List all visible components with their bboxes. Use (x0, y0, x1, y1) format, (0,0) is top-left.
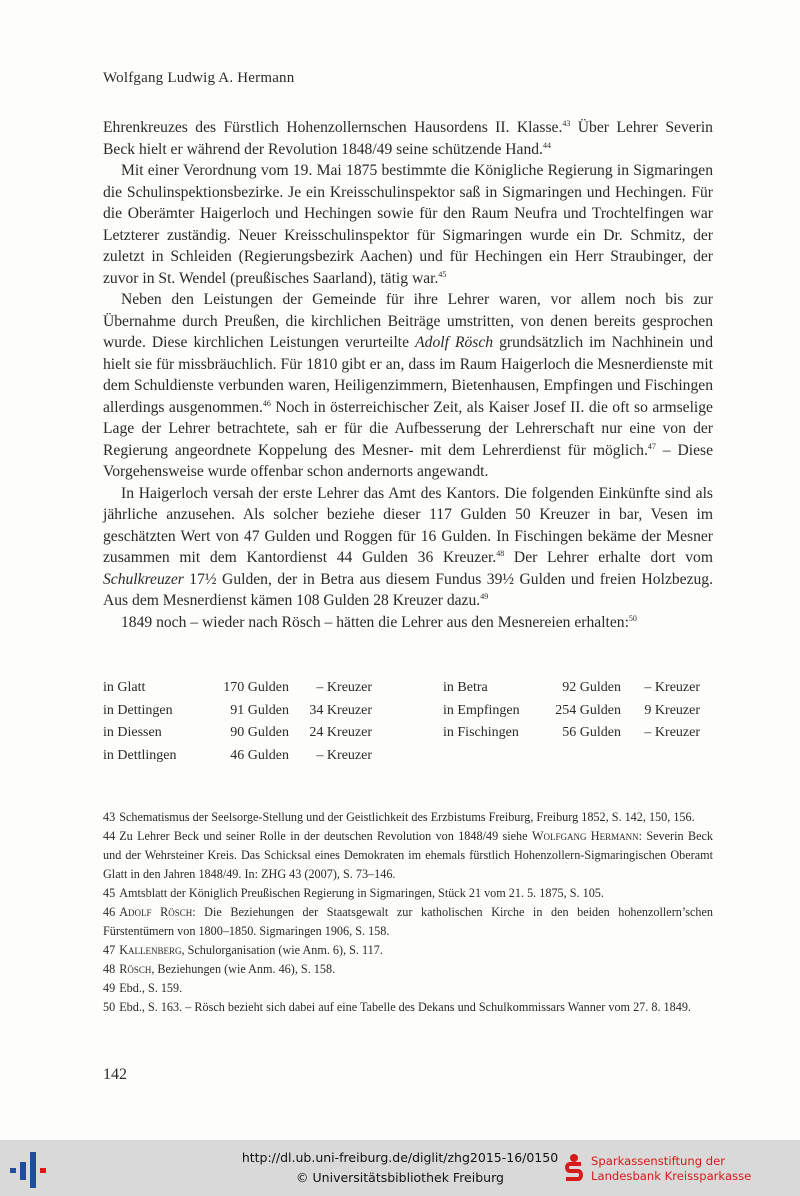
footnote-number: 45 (103, 886, 116, 900)
text-run: : Die Beziehungen der Staatsgewalt zur katholischen Kirche in den beiden hohenzollern’schen Fürstentümern von 1800–1850. Sigmaringen 1906, S. 158. (103, 905, 713, 938)
kreuzer-cell: 34 Kreuzer (309, 702, 372, 718)
author-name: Kallenberg (119, 943, 182, 957)
list-row (103, 700, 713, 723)
sparkasse-logo-icon (563, 1153, 585, 1185)
page-number: 142 (103, 1066, 127, 1083)
kreuzer-cell: 24 Kreuzer (309, 725, 372, 740)
text-run: Neben den Leistungen der Gemeinde für ihre Lehrer waren, vor allem noch bis zur Übernahme durch Preußen, die kirchlichen Beiträge umstritten, von denen bereits gesprochen wurde. Diese kirchlichen Leistungen verurteilte (103, 291, 713, 351)
gulden-cell: 170 Gulden (223, 680, 289, 695)
text-run: : Severin Beck und der Wehrsteiner Kreis. Das Schicksal eines Demokraten im ehemals fürstlich Hohenzollern-Sigmaringischen Oberamt Glatt in den Jahren 1848/49. In: ZHG 43 (2007), S. 73–146. (103, 829, 713, 881)
footnote (103, 998, 713, 1017)
body-text (103, 117, 713, 633)
footnote (103, 827, 713, 884)
paragraph (103, 483, 713, 612)
footnote-number: 43 (103, 810, 116, 824)
italic-text: Schulkreuzer (103, 570, 184, 588)
income-entry (103, 700, 443, 723)
footnote-number: 50 (103, 1000, 116, 1014)
income-entry (103, 722, 443, 745)
sponsor-line-2: Landesbank Kreissparkasse (591, 1169, 752, 1183)
author-name: Wolfgang Hermann (531, 829, 639, 843)
text-run: Ebd., S. 159. (119, 981, 183, 995)
kreuzer-cell: – Kreuzer (644, 725, 700, 740)
sponsor-line-1: Sparkassenstiftung der (591, 1154, 725, 1168)
income-entry (443, 722, 713, 745)
footnote-number: 47 (103, 943, 116, 957)
kreuzer-cell: – Kreuzer (316, 747, 372, 763)
text-run: grundsätzlich im Nachhinein und hielt sie für missbräuchlich. Für 1810 gibt er an, dass im Raum Haigerloch die Mesnerdienste mit dem Schuldienste verbunden waren, Heiligenzimmern, Bietenhausen, Empfingen und Fischingen allerdings ausgenommen. (103, 334, 714, 416)
income-entry (443, 745, 713, 768)
kreuzer-cell: – Kreuzer (644, 680, 700, 695)
paragraph (103, 289, 713, 483)
copyright-text: © Universitätsbibliothek Freiburg (296, 1170, 504, 1185)
footnote-number: 46 (103, 905, 116, 919)
footnote-ref: 44 (542, 140, 551, 150)
gulden-cell: 56 Gulden (562, 725, 621, 740)
text-run: Über Lehrer Severin Beck hielt er während der Revolution 1848/49 seine schützende Hand. (103, 119, 713, 158)
text-run: , Beziehungen (wie Anm. 46), S. 158. (151, 962, 336, 976)
place-cell: in Betra (443, 680, 488, 695)
gulden-cell: 46 Gulden (230, 747, 289, 763)
place-cell: in Diessen (103, 725, 162, 740)
footnote-ref: 48 (496, 549, 505, 558)
footnote-ref: 46 (262, 398, 271, 408)
footnote (103, 941, 713, 960)
gulden-cell: 91 Gulden (230, 702, 289, 718)
gulden-cell: 254 Gulden (555, 702, 621, 718)
text-run: Mit einer Verordnung vom 19. Mai 1875 bestimmte die Königliche Regierung in Sigmaringen die Schulinspektionsbezirke. Je ein Kreisschulinspektor saß in Sigmaringen und Hechingen. Für die Oberämter Haigerloch und Hechingen sowie für den Raum Neufra und Trochtelfingen war Letzterer zuständig. Neuer Kreisschulinspektor für Sigmaringen wurde ein Dr. Schmitz, der zuletzt in Schleiden (Regierungsbezirk Aachen) und für Hechingen ein Herr Straubinger, der zuvor in St. Wendel (preußisches Saarland), tätig war. (103, 162, 713, 287)
text-run: 17½ Gulden, der in Betra aus diesem Fundus 39½ Gulden und freien Holzbezug. Aus dem Mesnerdienst kämen 108 Gulden 28 Kreuzer dazu. (103, 570, 713, 609)
sponsor-logo (563, 1148, 799, 1190)
italic-text: Adolf Rösch (415, 334, 494, 351)
income-list (103, 677, 713, 767)
paragraph (103, 160, 713, 289)
gulden-cell: 92 Gulden (562, 680, 621, 695)
income-entry (443, 700, 713, 723)
income-entry (103, 745, 443, 768)
footnote-number: 44 (103, 829, 116, 843)
author-name: Rösch (119, 962, 152, 976)
footnote-ref: 49 (480, 592, 489, 601)
paragraph (103, 612, 713, 634)
text-run: , Schulorganisation (wie Anm. 6), S. 117. (181, 943, 383, 957)
list-row (103, 677, 713, 700)
text-run: Zu Lehrer Beck und seiner Rolle in der deutschen Revolution von 1848/49 siehe (119, 829, 532, 843)
sponsor-text (591, 1154, 751, 1184)
text-run: Der Lehrer erhalte dort vom (504, 549, 713, 566)
text-run: In Haigerloch versah der erste Lehrer das Amt des Kantors. Die folgenden Einkünfte sind als jährliche anzusehen. Als solcher beziehe dieser 117 Gulden 50 Kreuzer in bar, Vesen im geschätzten Wert von 47 Gulden und Roggen für 16 Gulden. In Fischingen bekäme der Mesner zusammen mit dem Kantordienst 44 Gulden 36 Kreuzer. (103, 484, 713, 566)
footnote-ref: 50 (628, 613, 637, 623)
running-head: Wolfgang Ludwig A. Hermann (103, 70, 295, 86)
text-run: 1849 noch – wieder nach Rösch – hätten die Lehrer aus den Mesnereien erhalten: (121, 613, 629, 631)
text-run: Noch in österreichischer Zeit, als Kaiser Josef II. die oft so armselige Lage der Lehrer betrachtete, sah er für die Aufbesserung der Lehrerschaft nur eine von der Regierung angeordnete Koppelung des Mesner- mit dem Lehrerdienst für möglich. (103, 398, 713, 459)
income-entry (103, 677, 443, 700)
footnotes (103, 808, 713, 1017)
text-run: Amtsblatt der Königlich Preußischen Regierung in Sigmaringen, Stück 21 vom 21. 5. 1875, S. 105. (119, 886, 604, 900)
footnote-ref: 47 (647, 441, 656, 451)
footnote-ref: 45 (438, 269, 447, 279)
place-cell: in Dettingen (103, 702, 173, 718)
footnote (103, 884, 713, 903)
text-run: Ehrenkreuzes des Fürstlich Hohenzollernschen Hausordens II. Klasse. (103, 119, 563, 136)
income-entry (443, 677, 713, 700)
place-cell: in Fischingen (443, 725, 519, 740)
footnote (103, 903, 713, 941)
list-row (103, 722, 713, 745)
place-cell: in Empfingen (443, 702, 520, 718)
list-row (103, 745, 713, 768)
viewer-footer (0, 1140, 800, 1196)
footnote (103, 808, 713, 827)
source-url-link[interactable]: http://dl.ub.uni-freiburg.de/diglit/zhg2015-16/0150 (241, 1150, 559, 1165)
gulden-cell: 90 Gulden (230, 725, 289, 740)
footnote-number: 48 (103, 962, 116, 976)
author-name: Adolf Rösch (119, 905, 193, 919)
footnote (103, 960, 713, 979)
text-run: Ebd., S. 163. – Rösch bezieht sich dabei auf eine Tabelle des Dekans und Schulkommissars Wanner vom 27. 8. 1849. (119, 1000, 691, 1014)
kreuzer-cell: 9 Kreuzer (644, 702, 700, 718)
footnote-number: 49 (103, 981, 116, 995)
footnote (103, 979, 713, 998)
text-run: – Diese Vorgehensweise wurde offenbar schon andernorts angewandt. (103, 441, 713, 480)
footnote-ref: 43 (562, 119, 571, 128)
kreuzer-cell: – Kreuzer (316, 680, 372, 695)
paragraph (103, 117, 713, 160)
place-cell: in Dettlingen (103, 747, 177, 763)
text-run: Schematismus der Seelsorge-Stellung und der Geistlichkeit des Erzbistums Freiburg, Freiburg 1852, S. 142, 150, 156. (119, 810, 695, 824)
place-cell: in Glatt (103, 680, 146, 695)
